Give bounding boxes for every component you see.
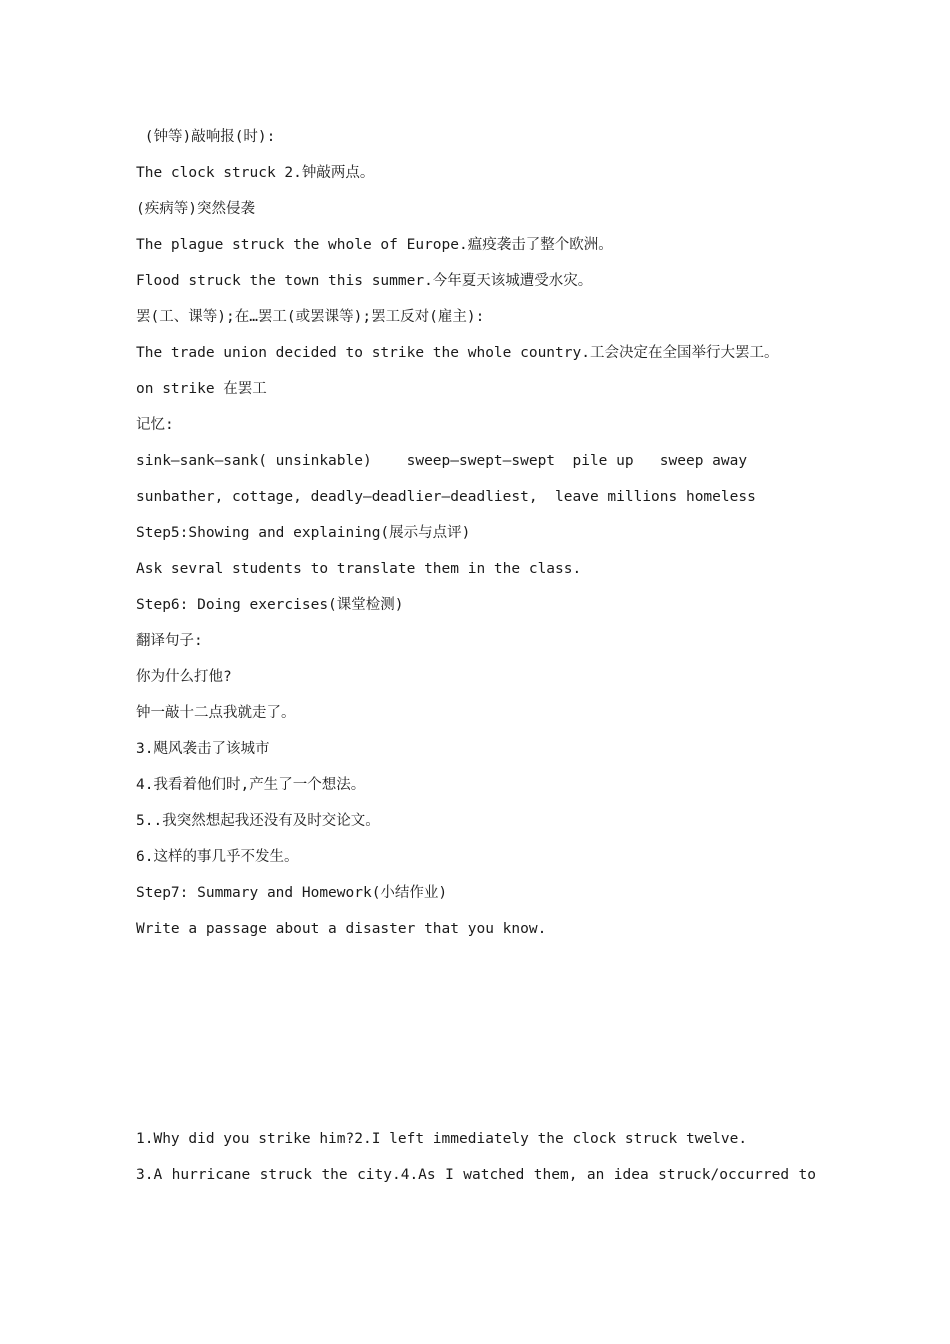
exercise-item: 3.飓风袭击了该城市 bbox=[136, 741, 270, 757]
text-line: (疾病等)突然侵袭 bbox=[136, 201, 255, 217]
text-line: The plague struck the whole of Europe.瘟疫袭击了整个欧洲。 bbox=[136, 237, 613, 253]
text-line: sink—sank—sank( unsinkable) sweep—swept—swept pile up sweep away bbox=[136, 453, 748, 469]
exercise-item: 6.这样的事几乎不发生。 bbox=[136, 849, 299, 865]
text-line: sunbather, cottage, deadly—deadlier—deadliest, leave millions homeless bbox=[136, 489, 756, 505]
text-line: The clock struck 2.钟敲两点。 bbox=[136, 165, 375, 181]
text-line: 翻译句子: bbox=[136, 633, 203, 649]
text-line: on strike 在罢工 bbox=[136, 381, 267, 397]
text-line: (钟等)敲响报(时): bbox=[136, 129, 276, 145]
text-line: 罢(工、课等);在…罢工(或罢课等);罢工反对(雇主): bbox=[136, 309, 485, 325]
answer-line: 1.Why did you strike him?2.I left immediately the clock struck twelve. bbox=[136, 1131, 748, 1147]
text-line: Flood struck the town this summer.今年夏天该城遭受水灾。 bbox=[136, 273, 593, 289]
exercise-item: 你为什么打他? bbox=[136, 669, 232, 685]
step-heading: Step6: Doing exercises(课堂检测) bbox=[136, 597, 404, 613]
text-line: The trade union decided to strike the whole country.工会决定在全国举行大罢工。 bbox=[136, 345, 779, 361]
text-line: 记忆: bbox=[136, 417, 174, 433]
step-heading: Step7: Summary and Homework(小结作业) bbox=[136, 885, 448, 901]
text-line: Ask sevral students to translate them in the class. bbox=[136, 561, 582, 577]
exercise-item: 5..我突然想起我还没有及时交论文。 bbox=[136, 813, 380, 829]
exercise-item: 4.我看着他们时,产生了一个想法。 bbox=[136, 777, 366, 793]
step-heading: Step5:Showing and explaining(展示与点评) bbox=[136, 525, 471, 541]
text-line: Write a passage about a disaster that you know. bbox=[136, 921, 547, 937]
exercise-item: 钟一敲十二点我就走了。 bbox=[136, 705, 296, 721]
answer-line: 3.A hurricane struck the city.4.As I watched them, an idea struck/occurred to bbox=[136, 1167, 816, 1183]
